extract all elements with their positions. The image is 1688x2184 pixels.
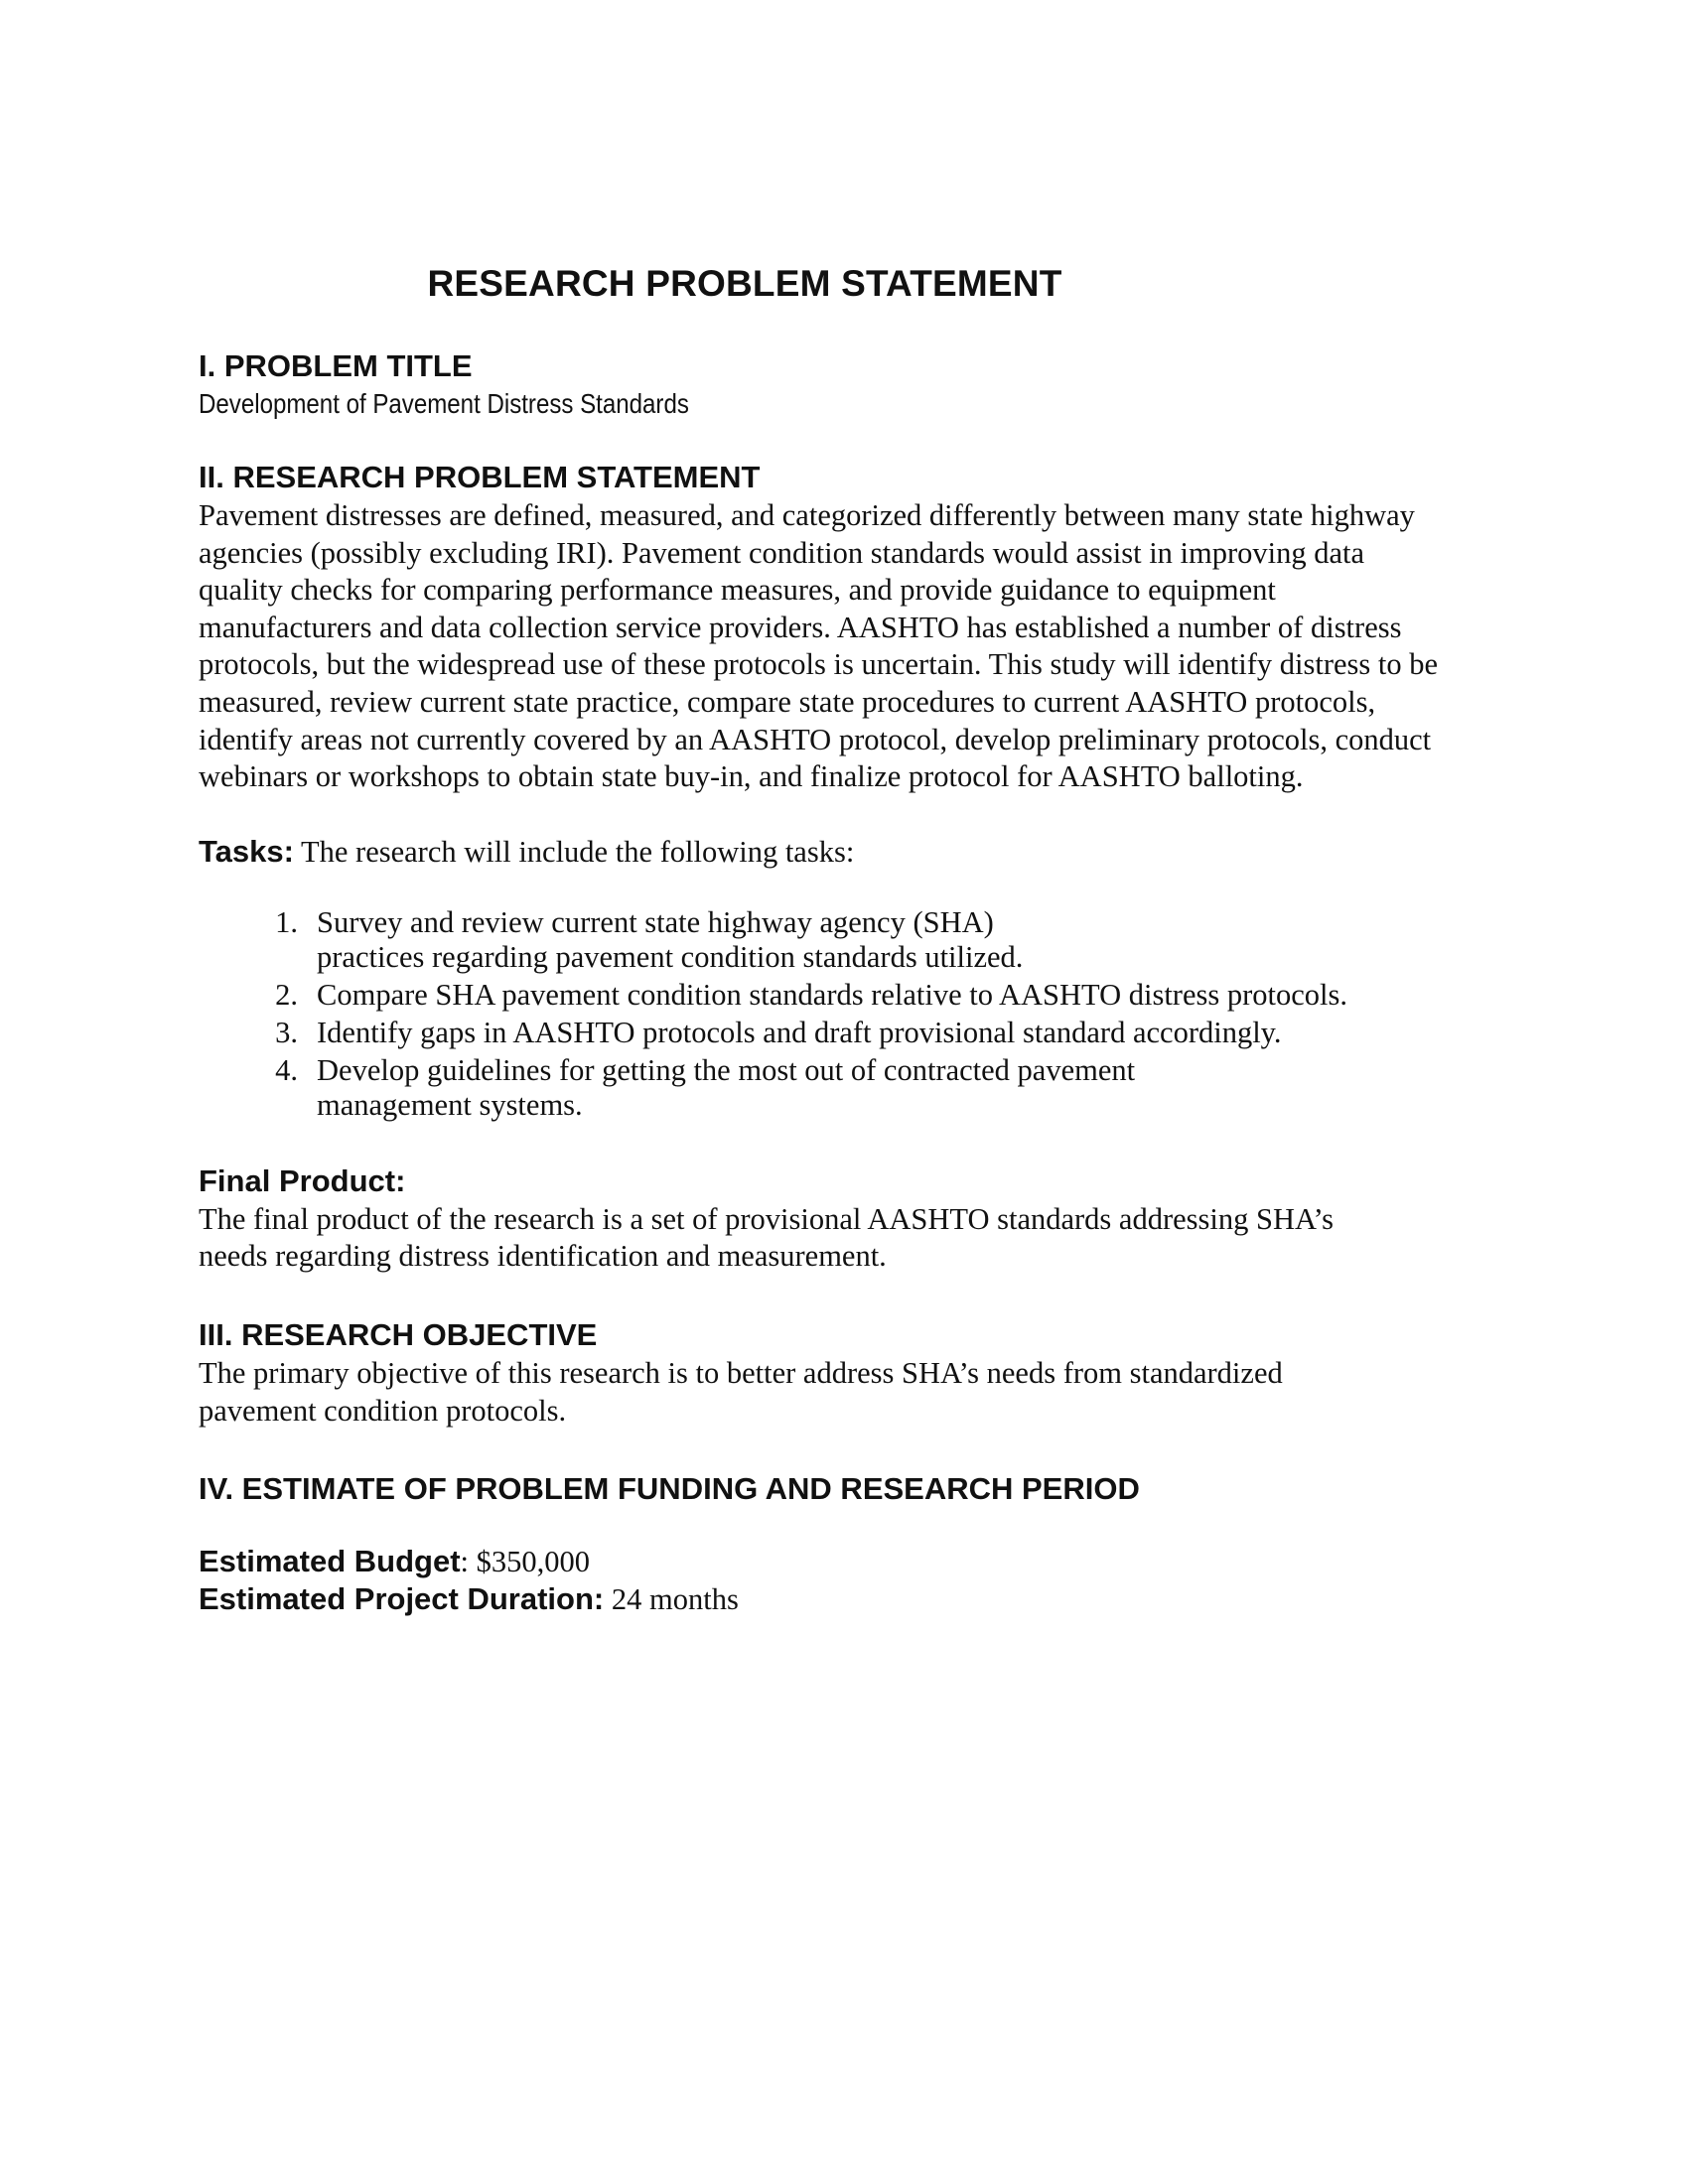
tasks-intro-text: The research will include the following tasks:: [293, 834, 855, 869]
final-product-heading: Final Product:: [199, 1162, 406, 1198]
estimated-budget-label: Estimated Budget: [199, 1544, 461, 1579]
final-product-text: The final product of the research is a set of provisional AASHTO standards addressing SHA’s needs regarding distress identification and measurement.: [199, 1201, 1334, 1274]
estimated-duration-row: [199, 1580, 1489, 1618]
tasks-label: Tasks:: [199, 833, 294, 869]
task-list: [199, 905, 1489, 1123]
list-item: [199, 1016, 1489, 1050]
research-objective-text: The primary objective of this research is to better address SHA’s needs from standardized pavement condition protocols.: [199, 1355, 1283, 1428]
funding-heading: IV. ESTIMATE OF PROBLEM FUNDING AND RESEARCH PERIOD: [199, 1471, 1140, 1507]
task-text: Compare SHA pavement condition standards relative to AASHTO distress protocols.: [317, 977, 1347, 1012]
task-number: 1.: [275, 904, 298, 939]
tasks-intro: [199, 832, 1489, 872]
list-item: [199, 905, 1489, 975]
document-title: RESEARCH PROBLEM STATEMENT: [427, 263, 1062, 304]
task-number: 3.: [275, 1015, 298, 1049]
list-item: [199, 978, 1489, 1013]
research-problem-heading: II. RESEARCH PROBLEM STATEMENT: [199, 460, 761, 494]
estimated-duration-label: Estimated Project Duration:: [199, 1581, 605, 1617]
problem-title-text: Development of Pavement Distress Standards: [199, 388, 689, 419]
estimated-duration-value: 24 months: [604, 1582, 739, 1617]
problem-title-heading: I. PROBLEM TITLE: [199, 348, 473, 383]
task-text: Develop guidelines for getting the most out of contracted pavement management systems.: [317, 1052, 1136, 1122]
list-item: [199, 1053, 1489, 1123]
research-objective-heading: III. RESEARCH OBJECTIVE: [199, 1316, 598, 1352]
task-text: Survey and review current state highway agency (SHA) practices regarding pavement condition standards utilized.: [317, 904, 1024, 974]
estimated-budget-value: $350,000: [476, 1545, 591, 1579]
task-number: 2.: [275, 977, 298, 1012]
research-problem-paragraph: Pavement distresses are defined, measured, and categorized differently between many state highway agencies (possibly excluding IRI). Pavement condition standards would assist in improving data quality checks for comparing performance measures, and provide guidance to equipment manufacturers and data collection service providers. AASHTO has established a number of distress protocols, but the widespread use of these protocols is uncertain. This study will identify distress to be measured, review current state practice, compare state procedures to current AASHTO protocols, identify areas not currently covered by an AASHTO protocol, develop preliminary protocols, conduct webinars or workshops to obtain state buy-in, and finalize protocol for AASHTO balloting.: [199, 498, 1439, 794]
estimated-budget-row: [199, 1543, 1489, 1580]
document-page: [199, 263, 1489, 1618]
estimated-budget-separator: :: [460, 1545, 477, 1579]
task-number: 4.: [275, 1052, 298, 1087]
task-text: Identify gaps in AASHTO protocols and draft provisional standard accordingly.: [317, 1015, 1282, 1049]
